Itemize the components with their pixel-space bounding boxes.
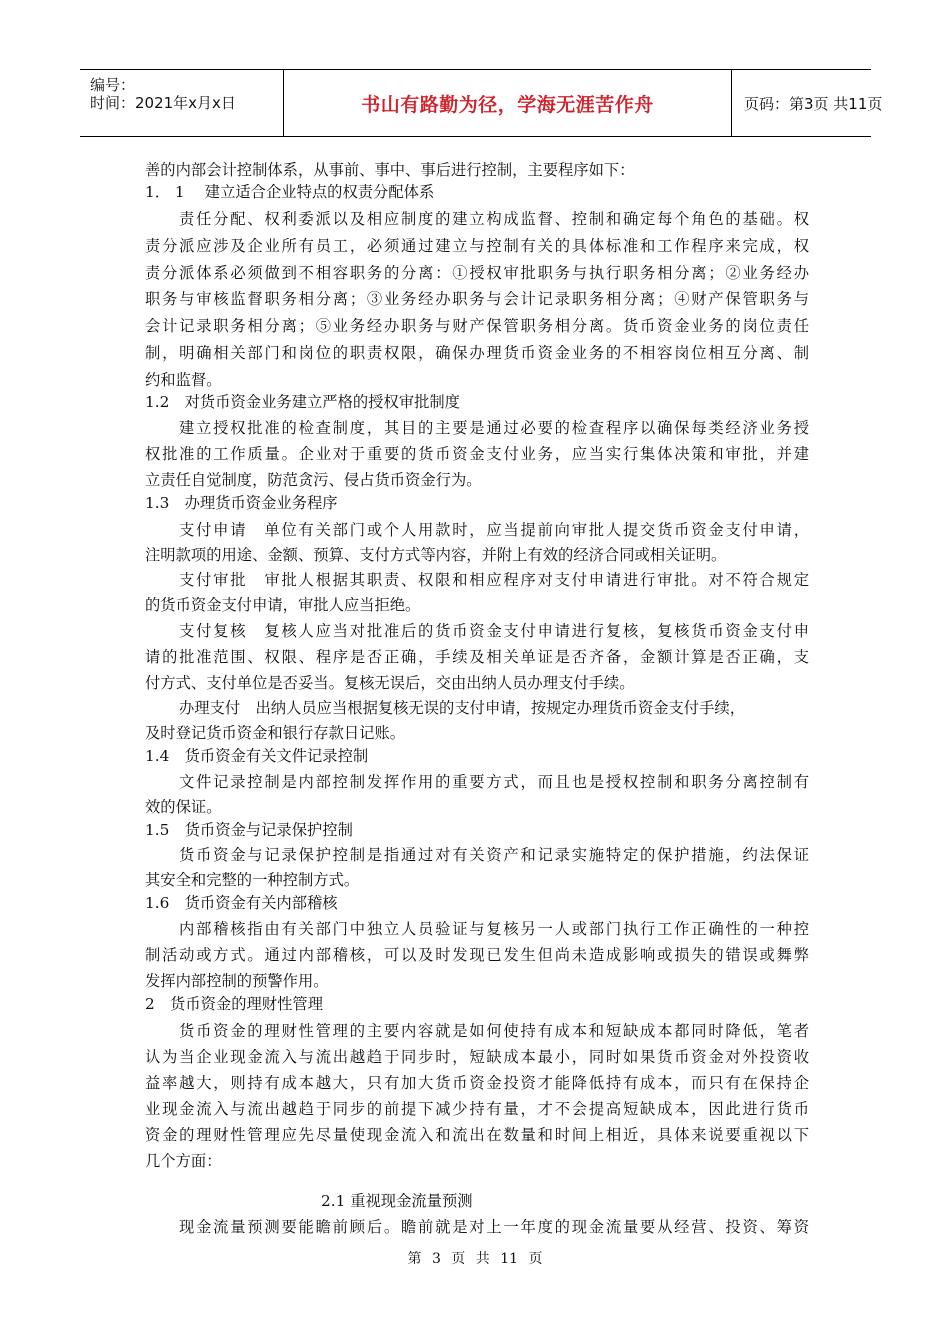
body-text-line: 支付审批 审批人根据其职责、权限和相应程序对支付申请进行审批。对不符合规定 [179, 571, 809, 589]
body-text-line: 其安全和完整的一种控制方式。 [145, 871, 360, 889]
body-text-line: 制，明确相关部门和岗位的职责权限，确保办理货币资金业务的不相容岗位相互分离、制 [145, 344, 809, 362]
body-text-line: 效的保证。 [145, 798, 222, 816]
page-header [80, 69, 883, 137]
body-text-line: 权批准的工作质量。企业对于重要的货币资金支付业务，应当实行集体决策和审批，并建 [145, 445, 809, 463]
body-text-line: 办理支付 出纳人员应当根据复核无误的支付申请，按规定办理货币资金支付手续， [179, 699, 745, 717]
body-text-line: 资金的理财性管理应先尽量使现金流入和流出在数量和时间上相近，具体来说要重视以下 [145, 1126, 809, 1144]
header-motto-cell [284, 70, 732, 136]
body-text-line: 及时登记货币资金和银行存款日记账。 [145, 724, 406, 742]
body-text-line: 支付申请 单位有关部门或个人用款时，应当提前向审批人提交货币资金支付申请， [179, 521, 809, 539]
body-text-line: 几个方面： [145, 1152, 222, 1170]
header-page-info: 页码：第3页 共11页 [744, 94, 883, 113]
body-text-line: 的货币资金支付申请，审批人应当拒绝。 [145, 596, 421, 614]
section-heading: 1.6 货币资金有关内部稽核 [145, 894, 338, 912]
body-text-line: 建立授权批准的检查制度，其目的主要是通过必要的检查程序以确保每类经济业务授 [179, 419, 809, 437]
body-text-line: 职务与审核监督职务相分离；③业务经办职务与会计记录职务相分离；④财产保管职务与 [145, 290, 809, 308]
body-text-line: 发挥内部控制的预警作用。 [145, 972, 329, 990]
section-heading: 1． 1 建立适合企业特点的权责分配体系 [145, 183, 435, 201]
section-heading: 1.4 货币资金有关文件记录控制 [145, 747, 369, 765]
body-text-line: 货币资金的理财性管理的主要内容就是如何使持有成本和短缺成本都同时降低，笔者 [179, 1022, 809, 1040]
body-text-line: 货币资金与记录保护控制是指通过对有关资产和记录实施特定的保护措施，约法保证 [179, 846, 809, 864]
body-text-line: 制活动或方式。通过内部稽核，可以及时发现已发生但尚未造成影响或损失的错误或舞弊 [145, 946, 809, 964]
page-footer: 第 3 页 共 11 页 [407, 1251, 543, 1267]
document-date-label: 时间：2021年x月x日 [90, 94, 236, 112]
body-text-line: 内部稽核指由有关部门中独立人员验证与复核另一人或部门执行工作正确性的一种控 [179, 920, 809, 938]
section-heading: 1.2 对货币资金业务建立严格的授权审批制度 [145, 393, 460, 411]
section-heading: 1.5 货币资金与记录保护控制 [145, 821, 353, 839]
body-text-line: 文件记录控制是内部控制发挥作用的重要方式，而且也是授权控制和职务分离控制有 [179, 773, 809, 791]
body-text-line: 认为当企业现金流入与流出越趋于同步时，短缺成本最小，同时如果货币资金对外投资收 [145, 1048, 809, 1066]
body-text-line: 约和监督。 [145, 371, 222, 389]
body-text-line: 益率越大，则持有成本越大，只有加大货币资金投资才能降低持有成本，而只有在保持企 [145, 1074, 809, 1092]
section-heading: 1.3 办理货币资金业务程序 [145, 494, 338, 512]
header-motto: 书山有路勤为径，学海无涯苦作舟 [361, 93, 654, 116]
body-text-line: 善的内部会计控制体系，从事前、事中、事后进行控制，主要程序如下： [145, 161, 635, 179]
body-text-line: 责任分配、权利委派以及相应制度的建立构成监督、控制和确定每个角色的基础。权 [179, 210, 809, 228]
section-heading: 2 货币资金的理财性管理 [145, 995, 323, 1013]
body-text-line: 业现金流入与流出越趋于同步的前提下减少持有量，才不会提高短缺成本，因此进行货币 [145, 1100, 809, 1118]
document-number-label: 编号： [90, 76, 136, 94]
body-text-line: 责分派体系必须做到不相容职务的分离：①授权审批职务与执行职务相分离；②业务经办 [145, 264, 809, 282]
body-text-line: 支付复核 复核人应当对批准后的货币资金支付申请进行复核，复核货币资金支付申 [179, 622, 809, 640]
body-text-line: 会计记录职务相分离；⑤业务经办职务与财产保管职务相分离。货币资金业务的岗位责任 [145, 317, 809, 335]
body-text-line: 现金流量预测要能瞻前顾后。瞻前就是对上一年度的现金流量要从经营、投资、筹资 [179, 1218, 809, 1236]
section-heading: 2.1 重视现金流量预测 [321, 1192, 473, 1210]
body-text-line: 付方式、支付单位是否妥当。复核无误后，交由出纳人员办理支付手续。 [145, 674, 635, 692]
body-text-line: 注明款项的用途、金额、预算、支付方式等内容，并附上有效的经济合同或相关证明。 [145, 546, 727, 564]
body-text-line: 责分派应涉及企业所有员工，必须通过建立与控制有关的具体标准和工作程序来完成，权 [145, 237, 809, 255]
header-meta-cell [80, 70, 284, 136]
body-text-line: 请的批准范围、权限、程序是否正确，手续及相关单证是否齐备，金额计算是否正确，支 [145, 648, 809, 666]
body-text-line: 立责任自觉制度，防范贪污、侵占货币资金行为。 [145, 471, 482, 489]
